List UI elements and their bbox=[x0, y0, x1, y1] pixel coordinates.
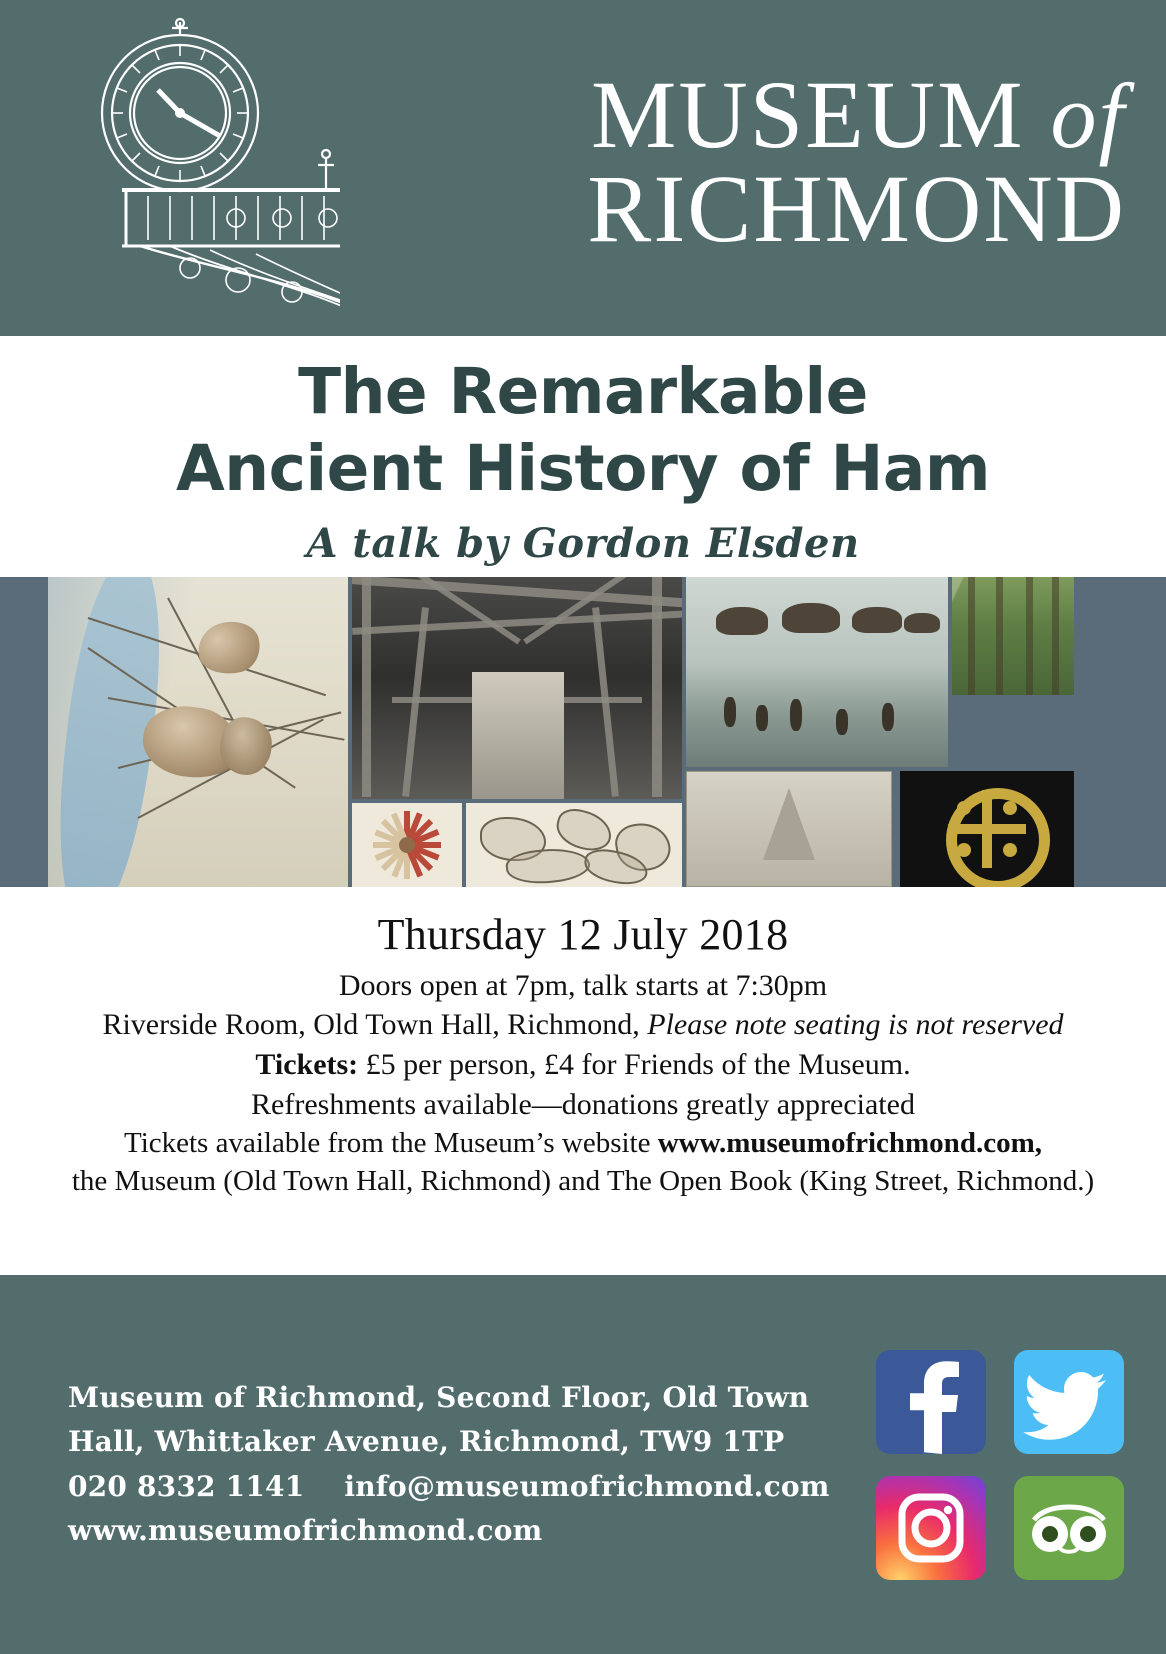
footer-email[interactable]: info@museumofrichmond.com bbox=[344, 1469, 830, 1503]
museum-name-of: of bbox=[1050, 64, 1126, 167]
event-tickets bbox=[24, 1045, 1142, 1085]
arctic-hunting-image bbox=[686, 577, 948, 767]
clock-bracket-icon bbox=[60, 18, 340, 318]
title-block bbox=[0, 336, 1166, 577]
gold-cross-vertical bbox=[982, 790, 992, 868]
museum-wordmark bbox=[340, 60, 1136, 268]
poster-header bbox=[0, 0, 1166, 336]
footer-website[interactable]: www.museumofrichmond.com bbox=[68, 1513, 543, 1547]
availability-prefix: Tickets available from the Museum’s website bbox=[124, 1127, 658, 1160]
museum-name-line1: MUSEUM bbox=[591, 60, 1025, 168]
museum-website-link[interactable]: www.museumofrichmond.com, bbox=[657, 1127, 1042, 1160]
social-links bbox=[830, 1350, 1166, 1580]
barn-doorway bbox=[472, 672, 564, 799]
footer-contact-row bbox=[68, 1465, 830, 1509]
tickets-price: £5 per person, £4 for Friends of the Museum. bbox=[358, 1047, 911, 1081]
event-venue bbox=[24, 1005, 1142, 1045]
image-collage bbox=[0, 577, 1166, 887]
venue-text: Riverside Room, Old Town Hall, Richmond, bbox=[102, 1008, 640, 1042]
tickets-label: Tickets: bbox=[255, 1047, 359, 1081]
talk-title-line2: Ancient History of Ham bbox=[176, 431, 990, 505]
event-doors: Doors open at 7pm, talk starts at 7:30pm bbox=[338, 968, 828, 1002]
tripadvisor-icon[interactable] bbox=[1014, 1476, 1124, 1580]
instagram-icon[interactable] bbox=[876, 1476, 986, 1580]
compass-hub bbox=[399, 837, 415, 853]
talk-title-line1: The Remarkable bbox=[298, 355, 868, 428]
event-details bbox=[0, 887, 1166, 1215]
poster-footer bbox=[0, 1275, 1166, 1654]
talk-subtitle: A talk by Gordon Elsden bbox=[306, 519, 860, 567]
ticket-availability-line1 bbox=[24, 1124, 1142, 1162]
museum-name-line2: RICHMOND bbox=[587, 155, 1126, 262]
ticket-availability-line2: the Museum (Old Town Hall, Richmond) and The Open Book (King Street, Richmond.) bbox=[71, 1165, 1095, 1198]
museum-logo bbox=[60, 18, 340, 318]
footer-contact-block bbox=[0, 1376, 830, 1553]
venue-seating-note: Please note seating is not reserved bbox=[647, 1008, 1064, 1042]
archaeological-plan-image bbox=[466, 803, 682, 887]
twitter-icon[interactable] bbox=[1014, 1350, 1124, 1454]
engraved-stone-image bbox=[686, 771, 892, 887]
timber-barn-image bbox=[352, 577, 682, 799]
facebook-icon[interactable] bbox=[876, 1350, 986, 1454]
gold-ornament-image bbox=[900, 771, 1074, 887]
stone-engraving bbox=[763, 788, 815, 860]
compass-rose-image bbox=[352, 803, 462, 887]
footer-address-line1: Museum of Richmond, Second Floor, Old Town bbox=[68, 1381, 810, 1415]
event-date: Thursday 12 July 2018 bbox=[377, 909, 789, 959]
footer-phone[interactable]: 020 8332 1141 bbox=[68, 1469, 305, 1503]
event-refreshments: Refreshments available—donations greatly appreciated bbox=[251, 1087, 915, 1121]
woodland-image bbox=[952, 577, 1074, 695]
historic-map-image bbox=[48, 577, 348, 887]
footer-address-line2: Hall, Whittaker Avenue, Richmond, TW9 1TP bbox=[68, 1425, 785, 1459]
